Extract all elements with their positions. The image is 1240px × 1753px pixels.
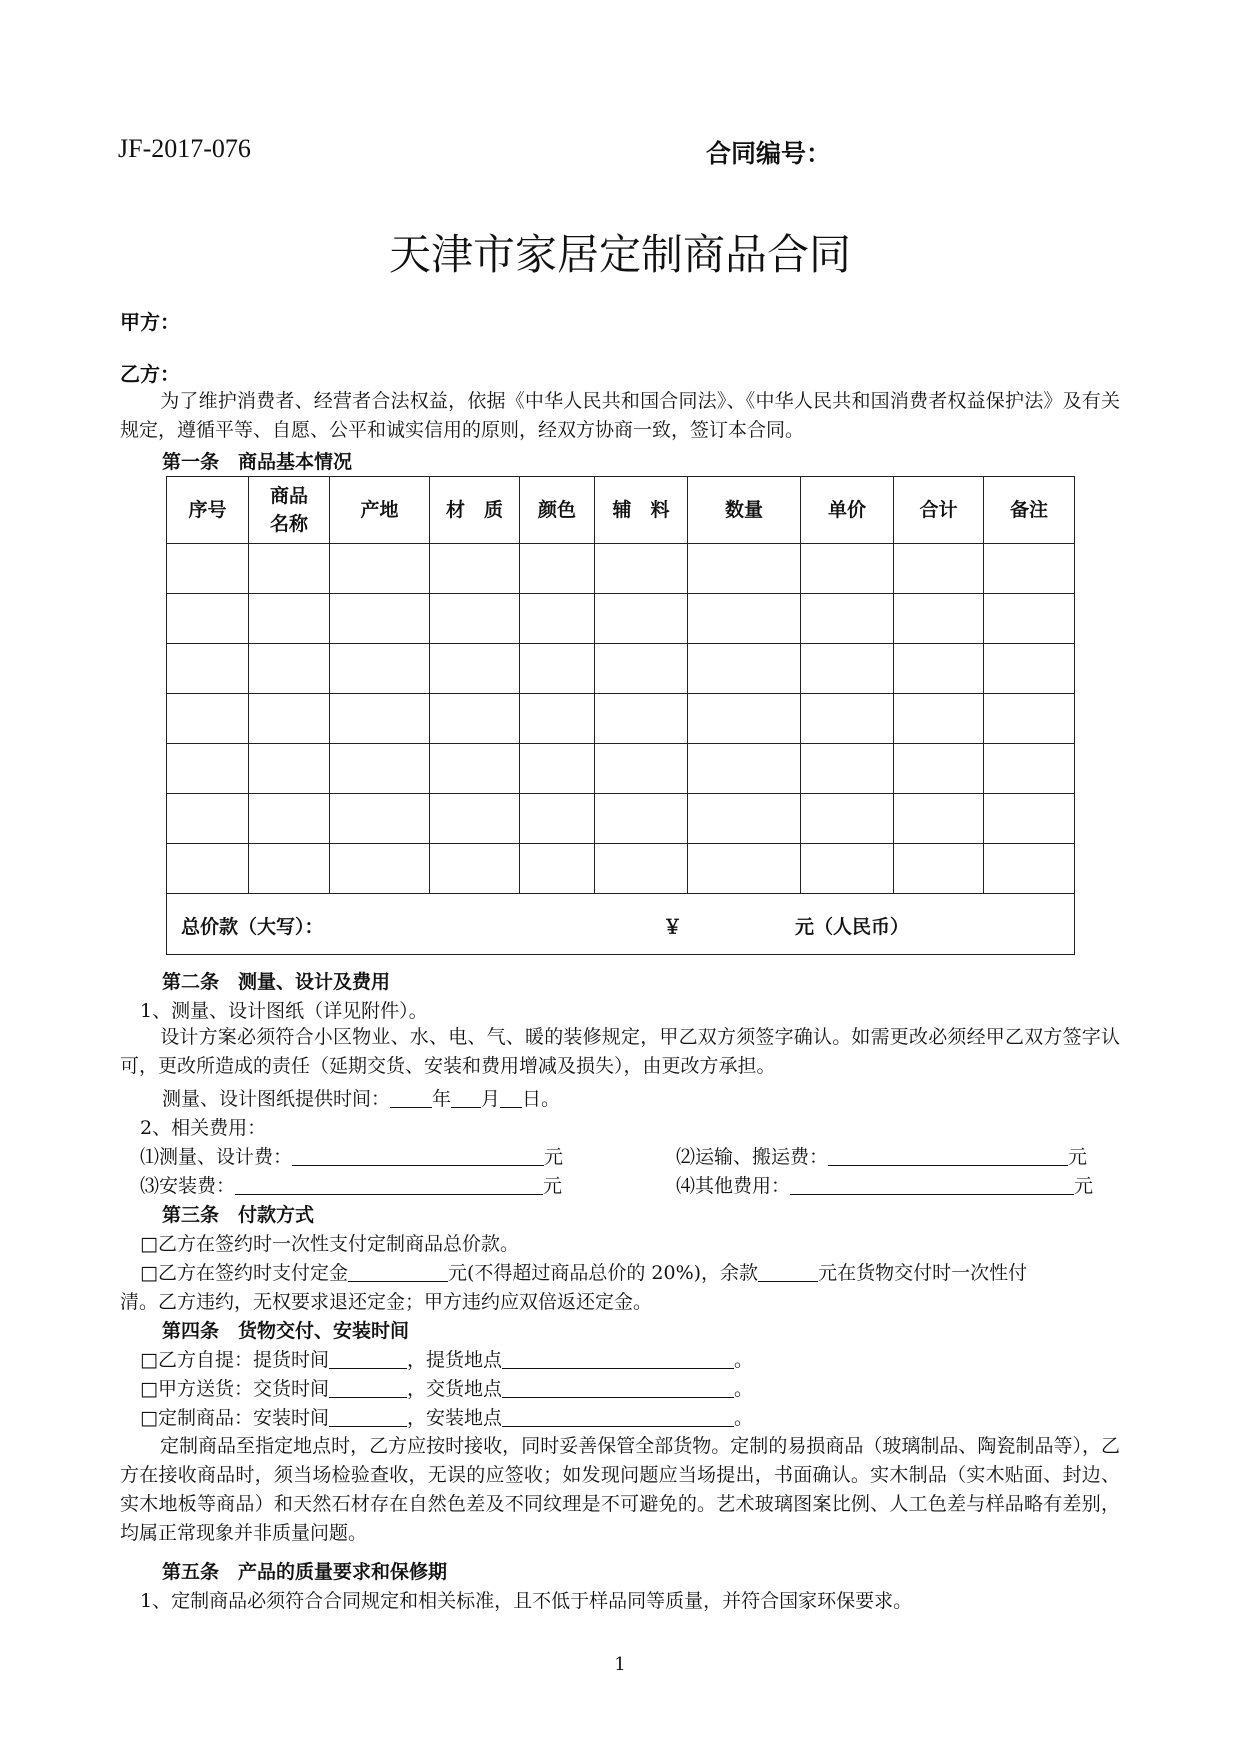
table-cell[interactable] xyxy=(167,544,249,594)
table-cell[interactable] xyxy=(430,594,520,644)
table-cell[interactable] xyxy=(595,694,688,744)
party-a-label: 甲方： xyxy=(120,310,180,334)
design-text: 设计方案必须符合小区物业、水、电、气、暖的装修规定，甲乙双方须签字确认。如需更改必须经甲乙双方签字认可，更改所造成的责任（延期交货、安装和费用增减及损失），由更改方承担。 xyxy=(120,1026,1120,1077)
table-cell[interactable] xyxy=(688,844,801,894)
table-row xyxy=(167,794,1075,844)
table-cell[interactable] xyxy=(430,844,520,894)
table-cell[interactable] xyxy=(595,744,688,794)
delivery-row[interactable] xyxy=(140,1374,753,1401)
end-mark: 。 xyxy=(733,1349,753,1371)
table-header-row xyxy=(167,477,1075,544)
document-code: JF-2017-076 xyxy=(118,134,251,163)
table-cell[interactable] xyxy=(984,644,1075,694)
col-header-material: 材 质 xyxy=(430,477,520,544)
col-header-subtotal: 合计 xyxy=(894,477,984,544)
yuan-label: 元 xyxy=(1068,1146,1088,1168)
payment-option2-text-a: □乙方在签约时支付定金 xyxy=(140,1262,348,1284)
table-cell[interactable] xyxy=(167,794,249,844)
fee-install-label: ⑶安装费： xyxy=(140,1175,236,1197)
table-cell[interactable] xyxy=(249,694,330,744)
article2-item1: 1、测量、设计图纸（详见附件）。 xyxy=(140,1000,428,1022)
col-header-remarks: 备注 xyxy=(984,477,1075,544)
delivery-place-blank[interactable] xyxy=(502,1379,734,1398)
table-cell[interactable] xyxy=(801,744,894,794)
fee-transport-label: ⑵运输、搬运费： xyxy=(676,1146,829,1168)
delivery-row[interactable] xyxy=(140,1403,753,1430)
table-cell[interactable] xyxy=(894,594,984,644)
deposit-blank[interactable] xyxy=(348,1263,448,1282)
table-cell[interactable] xyxy=(167,744,249,794)
table-cell[interactable] xyxy=(595,544,688,594)
table-row xyxy=(167,644,1075,694)
col-header-accessories: 辅 料 xyxy=(595,477,688,544)
month-blank[interactable] xyxy=(451,1089,481,1108)
table-cell[interactable] xyxy=(801,594,894,644)
table-cell[interactable] xyxy=(894,744,984,794)
article5-heading: 第五条 产品的质量要求和保修期 xyxy=(162,1561,448,1583)
article3-heading: 第三条 付款方式 xyxy=(162,1204,315,1226)
party-b-label: 乙方： xyxy=(120,362,180,386)
delivery-row-time-label: □甲方送货：交货时间 xyxy=(140,1378,329,1400)
table-row xyxy=(167,694,1075,744)
fee-transport-line xyxy=(676,1142,1087,1169)
table-cell[interactable] xyxy=(801,544,894,594)
table-cell[interactable] xyxy=(595,594,688,644)
table-cell[interactable] xyxy=(167,694,249,744)
table-cell[interactable] xyxy=(984,544,1075,594)
delivery-row-place-label: ，提货地点 xyxy=(406,1349,502,1371)
delivery-place-blank[interactable] xyxy=(502,1408,734,1427)
delivery-time-blank[interactable] xyxy=(329,1408,407,1427)
delivery-paragraph xyxy=(120,1432,1120,1548)
fee-transport-blank[interactable] xyxy=(828,1147,1068,1166)
fee-install-blank[interactable] xyxy=(235,1176,543,1195)
table-cell[interactable] xyxy=(894,694,984,744)
table-cell[interactable] xyxy=(688,694,801,744)
table-cell[interactable] xyxy=(520,794,595,844)
col-header-product-name xyxy=(249,477,330,544)
table-cell[interactable] xyxy=(249,544,330,594)
table-cell[interactable] xyxy=(430,544,520,594)
fee-other-label: ⑷其他费用： xyxy=(676,1175,791,1197)
table-cell[interactable] xyxy=(984,744,1075,794)
fee-measure-label: ⑴测量、设计费： xyxy=(140,1146,293,1168)
delivery-place-blank[interactable] xyxy=(502,1350,734,1369)
table-cell[interactable] xyxy=(688,644,801,694)
contract-number-label: 合同编号： xyxy=(706,139,832,168)
fee-other-line xyxy=(676,1171,1093,1198)
yuan-label: 元 xyxy=(543,1175,563,1197)
table-cell[interactable] xyxy=(894,644,984,694)
delivery-row[interactable] xyxy=(140,1345,753,1372)
table-cell[interactable] xyxy=(167,644,249,694)
table-cell[interactable] xyxy=(688,744,801,794)
table-cell[interactable] xyxy=(984,594,1075,644)
yen-symbol: ￥ xyxy=(663,916,683,938)
table-cell[interactable] xyxy=(167,594,249,644)
preamble-paragraph xyxy=(120,387,1120,445)
delivery-row-place-label: ，安装地点 xyxy=(406,1407,502,1429)
table-cell[interactable] xyxy=(688,544,801,594)
table-cell[interactable] xyxy=(330,694,430,744)
table-cell[interactable] xyxy=(520,544,595,594)
table-cell[interactable] xyxy=(430,644,520,694)
col-header-unit-price: 单价 xyxy=(801,477,894,544)
payment-option2-text-d: 清。乙方违约，无权要求退还定金；甲方违约应双倍返还定金。 xyxy=(120,1291,653,1313)
col-header-origin: 产地 xyxy=(330,477,430,544)
table-cell[interactable] xyxy=(330,844,430,894)
table-cell[interactable] xyxy=(520,644,595,694)
article1-heading: 第一条 商品基本情况 xyxy=(162,451,353,473)
end-mark: 。 xyxy=(733,1407,753,1429)
table-cell[interactable] xyxy=(688,594,801,644)
provide-time-line xyxy=(162,1084,560,1111)
delivery-paragraph-text: 定制商品至指定地点时，乙方应按时接收，同时妥善保管全部货物。定制的易损商品（玻璃制品、陶瓷制品等），乙方在接收商品时，须当场检验查收，无误的应签收；如发现问题应当场提出，书面确认。实木制品（实木贴面、封边、实木地板等商品）和天然石材存在自然色差及不同纹理是不可避免的。艺术玻璃图案比例、人工色差与样品略有差别，均属正常现象并非质量问题。 xyxy=(120,1435,1120,1544)
table-row xyxy=(167,594,1075,644)
table-cell[interactable] xyxy=(688,794,801,844)
table-cell[interactable] xyxy=(430,794,520,844)
table-cell[interactable] xyxy=(249,744,330,794)
balance-blank[interactable] xyxy=(758,1263,818,1282)
delivery-row-time-label: □乙方自提：提货时间 xyxy=(140,1349,329,1371)
total-row xyxy=(167,894,1075,955)
table-cell[interactable] xyxy=(249,844,330,894)
table-row xyxy=(167,744,1075,794)
fee-install-line xyxy=(140,1171,562,1198)
payment-option2-text-c: 元在货物交付时一次性付 xyxy=(818,1262,1028,1284)
table-cell[interactable] xyxy=(520,844,595,894)
table-cell[interactable] xyxy=(167,844,249,894)
day-blank[interactable] xyxy=(500,1089,522,1108)
total-unit-label: 元（人民币） xyxy=(795,916,910,938)
col-header-quantity: 数量 xyxy=(688,477,801,544)
design-paragraph xyxy=(120,1023,1120,1081)
table-cell[interactable] xyxy=(249,794,330,844)
table-row xyxy=(167,844,1075,894)
fee-other-blank[interactable] xyxy=(790,1176,1074,1195)
table-cell[interactable] xyxy=(984,694,1075,744)
table-cell[interactable] xyxy=(520,594,595,644)
col-header-product-name-text: 商品名称 xyxy=(269,485,308,535)
day-label: 日。 xyxy=(522,1088,561,1110)
table-cell[interactable] xyxy=(894,794,984,844)
page-number: 1 xyxy=(614,1654,626,1675)
delivery-row-time-label: □定制商品：安装时间 xyxy=(140,1407,329,1429)
article2-heading: 第二条 测量、设计及费用 xyxy=(162,971,391,993)
table-cell[interactable] xyxy=(801,694,894,744)
delivery-row-place-label: ，交货地点 xyxy=(406,1378,502,1400)
yuan-label: 元 xyxy=(544,1146,564,1168)
delivery-time-blank[interactable] xyxy=(329,1350,407,1369)
table-cell[interactable] xyxy=(984,844,1075,894)
preamble-text: 为了维护消费者、经营者合法权益，依据《中华人民共和国合同法》、《中华人民共和国消费者权益保护法》及有关规定，遵循平等、自愿、公平和诚实信用的原则，经双方协商一致，签订本合同。 xyxy=(120,390,1120,441)
yuan-label: 元 xyxy=(1074,1175,1094,1197)
table-cell[interactable] xyxy=(249,644,330,694)
table-cell[interactable] xyxy=(330,744,430,794)
year-blank[interactable] xyxy=(390,1089,432,1108)
table-cell[interactable] xyxy=(595,844,688,894)
table-cell[interactable] xyxy=(249,594,330,644)
table-cell[interactable] xyxy=(984,794,1075,844)
provide-time-label: 测量、设计图纸提供时间： xyxy=(162,1088,391,1110)
article4-heading: 第四条 货物交付、安装时间 xyxy=(162,1320,410,1342)
goods-table xyxy=(166,476,1075,955)
table-cell[interactable] xyxy=(894,844,984,894)
table-cell[interactable] xyxy=(330,544,430,594)
total-price-label: 总价款（大写）： xyxy=(181,916,324,938)
table-cell[interactable] xyxy=(330,794,430,844)
table-cell[interactable] xyxy=(520,694,595,744)
col-header-index: 序号 xyxy=(167,477,249,544)
table-cell[interactable] xyxy=(801,844,894,894)
table-cell[interactable] xyxy=(801,644,894,694)
table-cell[interactable] xyxy=(430,744,520,794)
payment-option1[interactable]: □乙方在签约时一次性支付定制商品总价款。 xyxy=(140,1233,519,1255)
page-title: 天津市家居定制商品合同 xyxy=(388,230,851,279)
payment-option2-line[interactable] xyxy=(140,1258,1027,1285)
table-cell[interactable] xyxy=(330,644,430,694)
end-mark: 。 xyxy=(733,1378,753,1400)
table-cell[interactable] xyxy=(801,794,894,844)
payment-option2-text-b: 元(不得超过商品总价的 20%)，余款 xyxy=(447,1262,759,1284)
table-cell[interactable] xyxy=(894,544,984,594)
table-cell[interactable] xyxy=(520,744,595,794)
table-cell[interactable] xyxy=(330,594,430,644)
article2-item2: 2、相关费用： xyxy=(140,1117,267,1139)
total-price-cell[interactable] xyxy=(167,894,1075,955)
col-header-color: 颜色 xyxy=(520,477,595,544)
fee-measure-blank[interactable] xyxy=(292,1147,544,1166)
article5-item1: 1、定制商品必须符合合同规定和相关标准，且不低于样品同等质量，并符合国家环保要求。 xyxy=(140,1590,913,1612)
table-cell[interactable] xyxy=(430,694,520,744)
month-label: 月 xyxy=(481,1088,501,1110)
table-row xyxy=(167,544,1075,594)
table-cell[interactable] xyxy=(595,644,688,694)
table-cell[interactable] xyxy=(595,794,688,844)
fee-measure-line xyxy=(140,1142,563,1169)
year-label: 年 xyxy=(432,1088,452,1110)
delivery-time-blank[interactable] xyxy=(329,1379,407,1398)
